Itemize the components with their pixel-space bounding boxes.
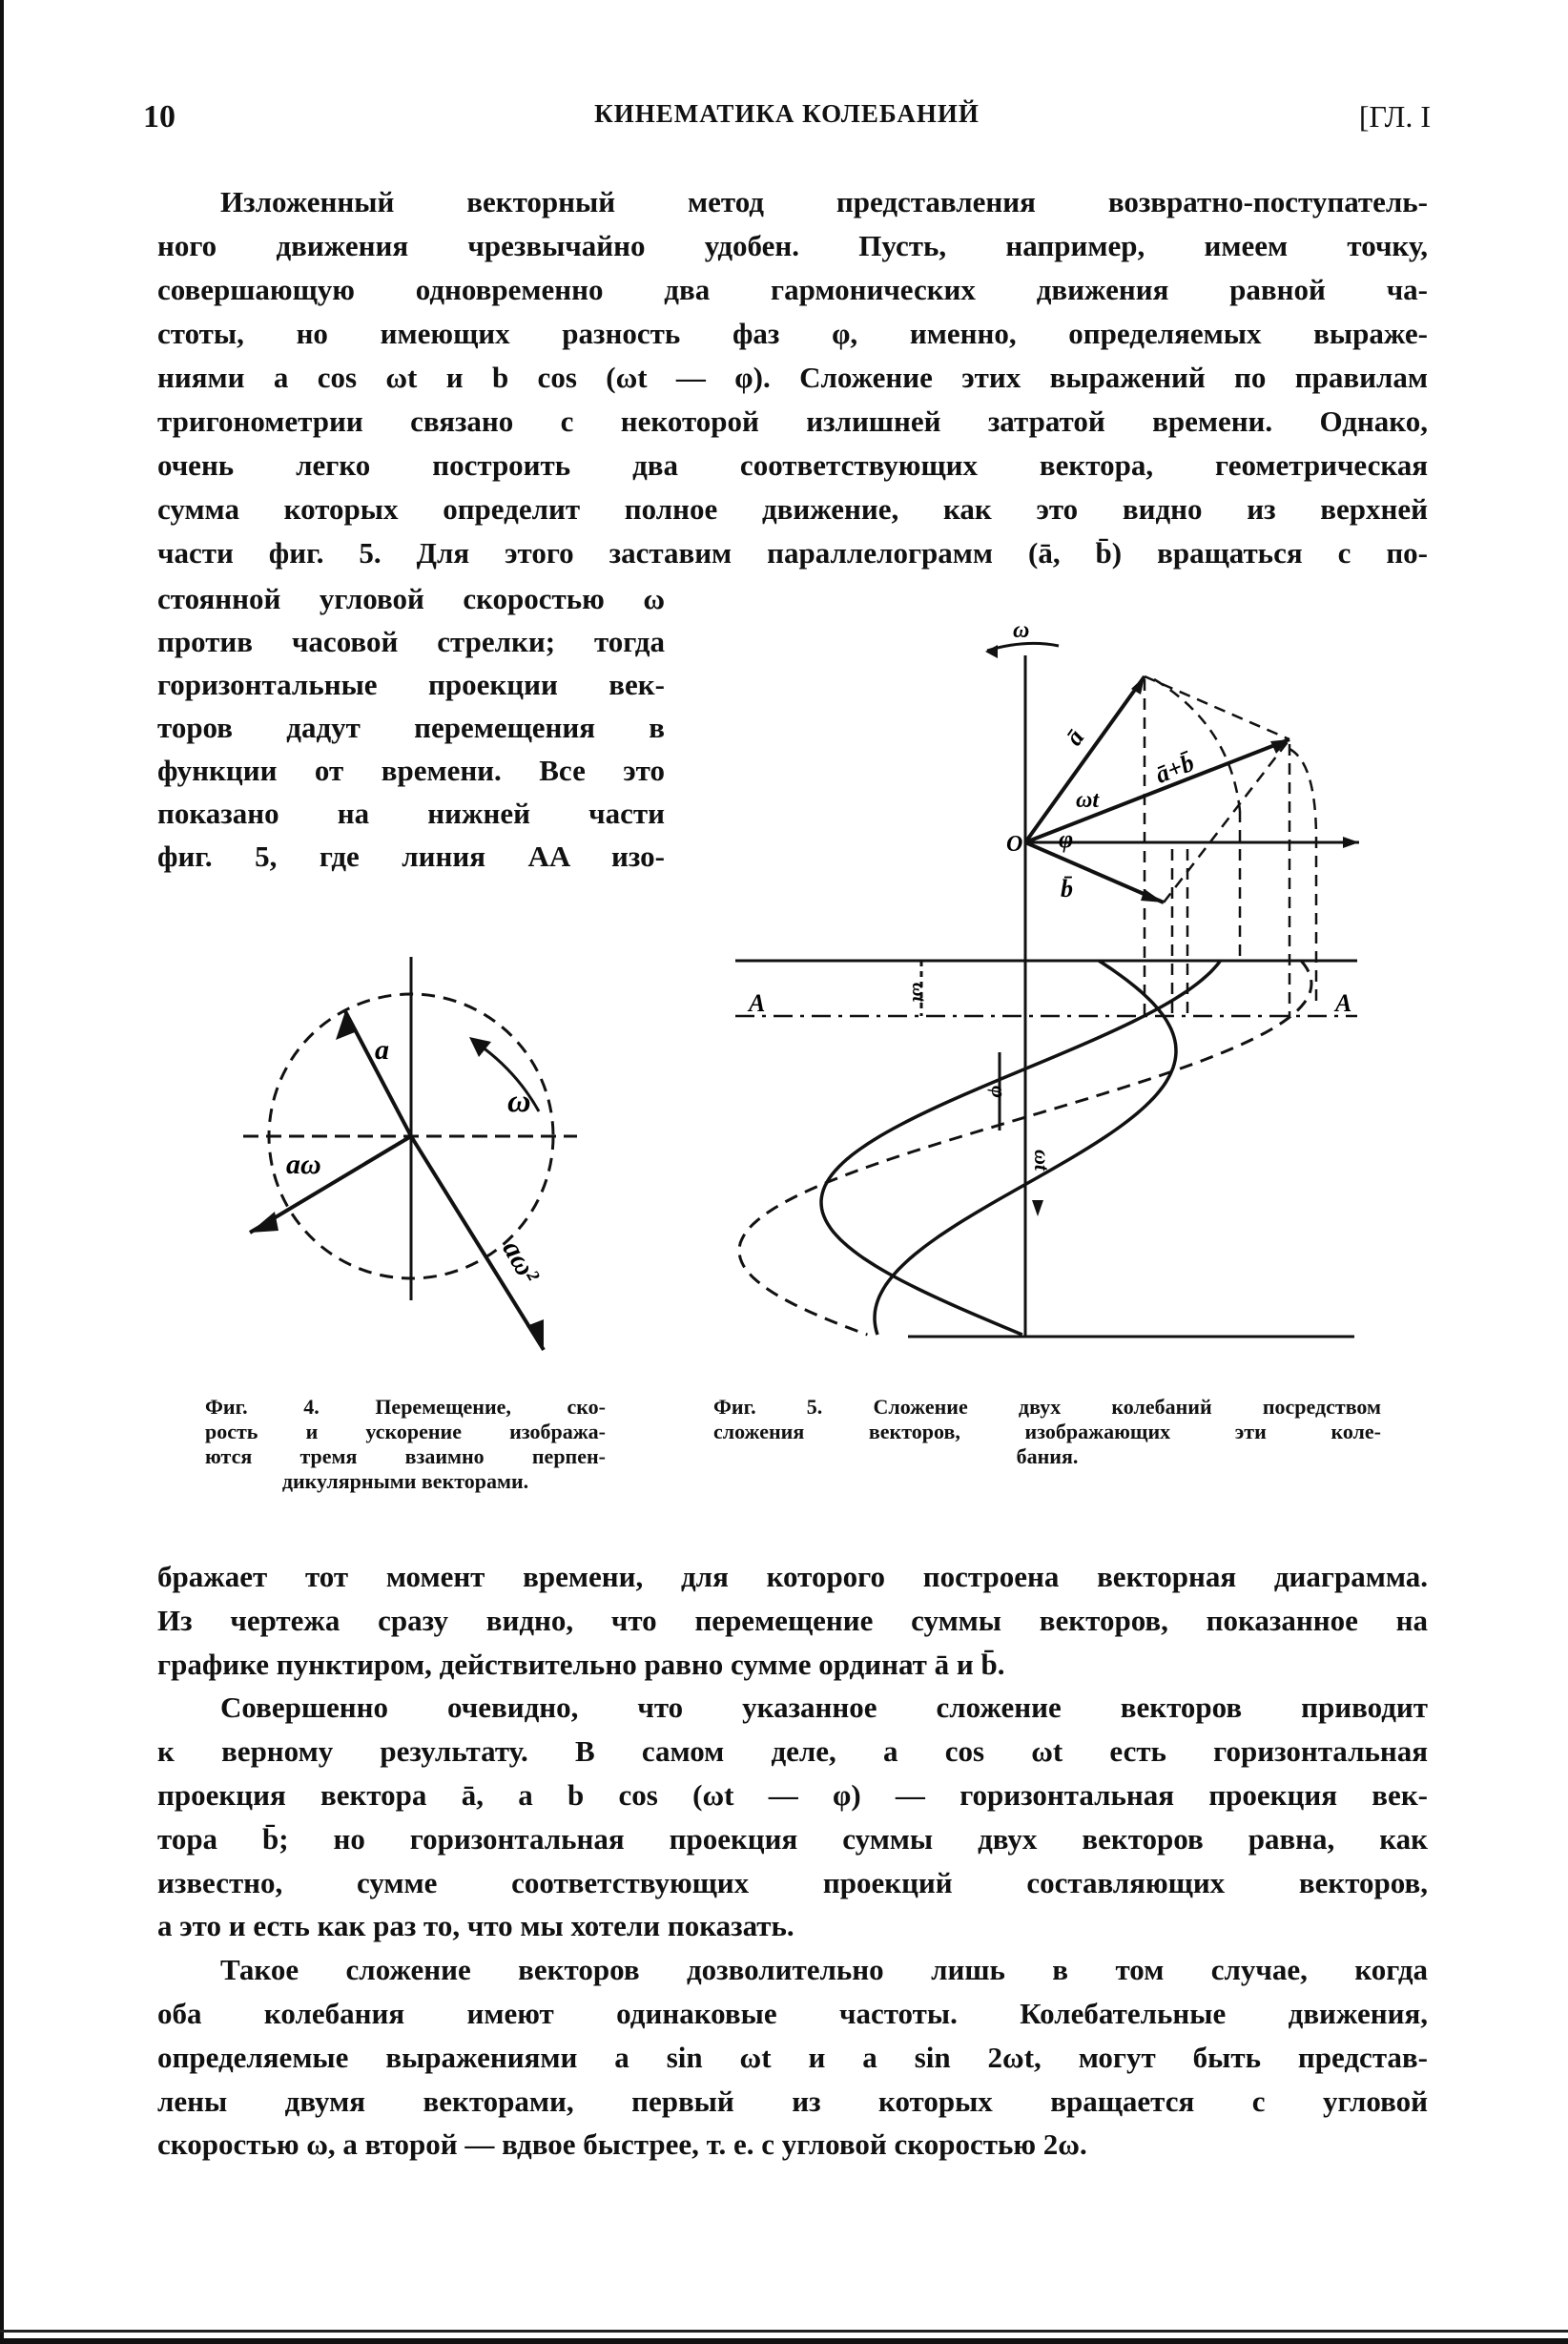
text-line: сумма которых определит полное движение, как это видно из верхней bbox=[157, 492, 1428, 526]
text-line: совершающую одновременно два гармонических движения равной ча- bbox=[157, 273, 1428, 306]
text-line: а это и есть как раз то, что мы хотели показать. bbox=[157, 1909, 794, 1943]
fig5-label-wt-gap: ωt bbox=[908, 983, 929, 1003]
caption-line: Фиг. 4. Перемещение, ско- bbox=[205, 1395, 606, 1419]
fig5-label-origin: O bbox=[1006, 832, 1023, 857]
chapter-label: [ГЛ. I bbox=[1358, 99, 1431, 134]
text-line: к верному результату. В самом деле, a cos ωt есть горизонтальная bbox=[157, 1734, 1428, 1769]
fig5-label-A-left: A bbox=[749, 989, 766, 1017]
fig5-label-omega: ω bbox=[1013, 618, 1030, 643]
fig5-arc bbox=[1154, 679, 1240, 811]
fig5-vector-b bbox=[1025, 842, 1164, 902]
fig5-rotation-arrow bbox=[987, 643, 1059, 651]
text-line: фиг. 5, где линия AA изо- bbox=[157, 840, 665, 873]
text-line: оба колебания имеют одинаковые частоты. Колебательные движения, bbox=[157, 1996, 1428, 2030]
arrowhead bbox=[1270, 739, 1289, 754]
text-line: части фиг. 5. Для этого заставим параллелограмм (ā, b̄) вращаться с по- bbox=[157, 536, 1428, 570]
text-line: графике пунктиром, действительно равно сумме ординат ā и b̄. bbox=[157, 1647, 1005, 1681]
text-line: Из чертежа сразу видно, что перемещение суммы векторов, показанное на bbox=[157, 1603, 1428, 1637]
text-line: тора b̄; но горизонтальная проекция суммы двух векторов равна, как bbox=[157, 1821, 1428, 1856]
page-number: 10 bbox=[143, 99, 175, 135]
fig4-label-a-omega: aω bbox=[286, 1149, 321, 1180]
text-line: тригонометрии связано с некоторой излишней затратой времени. Однако, bbox=[157, 404, 1428, 438]
fig5-label-phi: φ bbox=[1059, 825, 1074, 853]
caption-line: дикулярными векторами. bbox=[281, 1469, 529, 1493]
running-title: КИНЕМАТИКА КОЛЕБАНИЙ bbox=[594, 99, 980, 128]
text-line: функции от времени. Все это bbox=[157, 754, 665, 787]
caption-line: рость и ускорение изобража- bbox=[205, 1420, 606, 1443]
text-line: показано на нижней части bbox=[157, 797, 665, 830]
caption-line: сложения векторов, изображающих эти коле- bbox=[713, 1420, 1381, 1443]
text-line: очень легко построить два соответствующих вектора, геометрическая bbox=[157, 448, 1428, 482]
arrowhead bbox=[1343, 837, 1359, 848]
fig4-label-a: a bbox=[375, 1034, 389, 1066]
caption-line: ются тремя взаимно перпен- bbox=[205, 1444, 606, 1468]
text-line: проекция вектора ā, а b cos (ωt — φ) — горизонтальная проекция век- bbox=[157, 1777, 1428, 1812]
fig5-parallelogram-edge bbox=[1145, 676, 1289, 739]
text-line: Совершенно очевидно, что указанное сложение векторов приводит bbox=[220, 1691, 1428, 1725]
caption-line: Фиг. 5. Сложение двух колебаний посредством bbox=[713, 1395, 1381, 1419]
fig5-label-phi-gap: φ bbox=[987, 1086, 1011, 1098]
text-line: против часовой стрелки; тогда bbox=[157, 625, 665, 658]
fig5-label-wt: ωt bbox=[1076, 788, 1100, 813]
text-line: бражает тот момент времени, для которого построена векторная диаграмма. bbox=[157, 1560, 1428, 1593]
text-line: ного движения чрезвычайно удобен. Пусть, например, имеем точку, bbox=[157, 229, 1428, 262]
fig4-label-a-omega2: aω² bbox=[496, 1234, 546, 1289]
text-line: ниями a cos ωt и b cos (ωt — φ). Сложение этих выражений по правилам bbox=[157, 361, 1428, 394]
fig5-label-a: ā bbox=[1060, 724, 1090, 751]
fig4-caption bbox=[205, 1395, 606, 1494]
fig4-label-omega: ω bbox=[507, 1084, 531, 1119]
fig5-label-b: b̄ bbox=[1061, 875, 1073, 902]
text-line: Изложенный векторный метод представления возвратно-поступатель- bbox=[220, 185, 1428, 218]
arrowhead bbox=[1141, 889, 1164, 902]
text-line: стоянной угловой скоростью ω bbox=[157, 582, 665, 615]
text-line: стоты, но имеющих разность фаз φ, именно, определяемых выраже- bbox=[157, 317, 1428, 350]
text-line: известно, сумме соответствующих проекций составляющих векторов, bbox=[157, 1865, 1428, 1899]
fig5-label-A-right: A bbox=[1335, 989, 1352, 1017]
arrowhead bbox=[1032, 1200, 1043, 1216]
fig5-label-a-plus-b: ā+b̄ bbox=[1151, 748, 1199, 789]
text-line: лены двумя векторами, первый из которых вращается с угловой bbox=[157, 2084, 1428, 2118]
caption-line: бания. bbox=[1016, 1444, 1079, 1468]
text-line: определяемые выражениями a sin ωt и a sin 2ωt, могут быть представ- bbox=[157, 2040, 1428, 2074]
fig5-caption bbox=[713, 1395, 1381, 1469]
arrowhead bbox=[985, 645, 998, 658]
text-line: скоростью ω, а второй — вдвое быстрее, т. е. с угловой скоростью 2ω. bbox=[157, 2127, 1087, 2162]
text-line: торов дадут перемещения в bbox=[157, 711, 665, 744]
text-line: Такое сложение векторов дозволительно лишь в том случае, когда bbox=[220, 1953, 1428, 1987]
text-line: горизонтальные проекции век- bbox=[157, 668, 665, 701]
fig5-label-wt-axis: ωt bbox=[1030, 1150, 1054, 1172]
